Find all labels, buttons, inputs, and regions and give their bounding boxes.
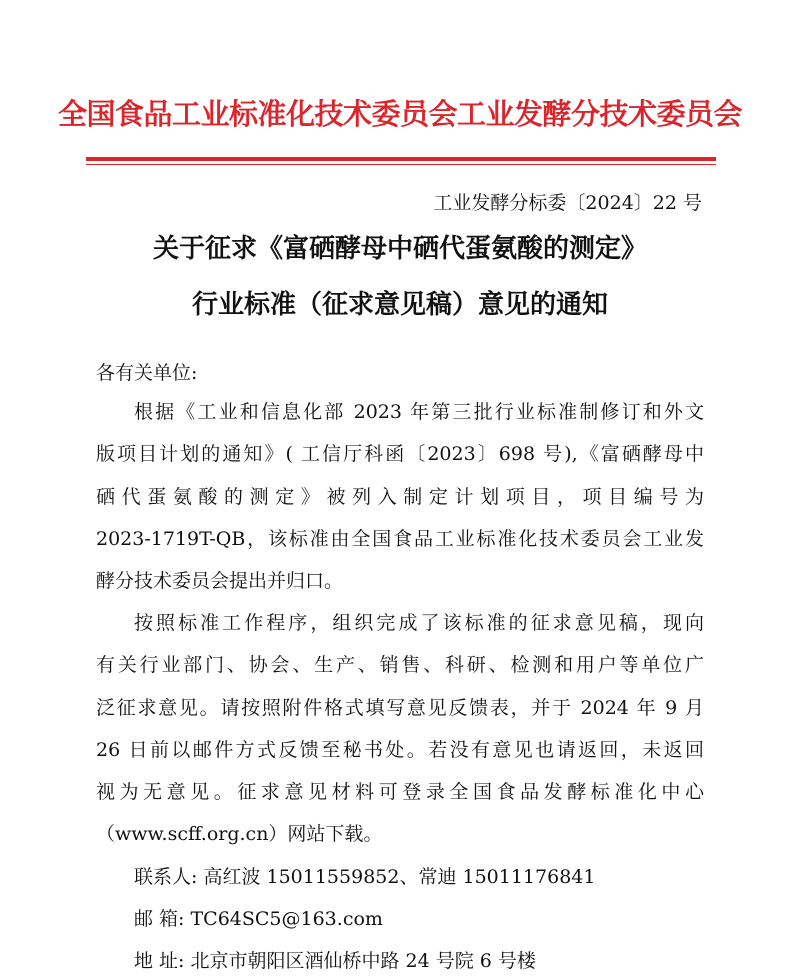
contact-person: 联系人: 高红波 15011559852、常迪 15011176841 (134, 866, 596, 888)
paragraph2-line: （www.scff.org.cn）网站下载。 (96, 823, 383, 845)
paragraph2-line: 26 日前以邮件方式反馈至秘书处。若没有意见也请返回，未返回 (96, 739, 704, 761)
paragraph2-line: 有关行业部门、协会、生产、销售、科研、检测和用户等单位广 (96, 654, 704, 676)
notice-title-line-1: 关于征求《富硒酵母中硒代蛋氨酸的测定》 (152, 234, 647, 264)
contact-email: 邮 箱: TC64SC5@163.com (134, 908, 383, 930)
paragraph2-line: 泛征求意见。请按照附件格式填写意见反馈表，并于 2024 年 9 月 (96, 697, 704, 719)
paragraph1-line: 硒 代 蛋 氨 酸 的 测 定 》 被 列 入 制 定 计 划 项 目 ， 项 目 编 号 为 (96, 486, 704, 508)
notice-title-line-2: 行业标准（征求意见稿）意见的通知 (191, 290, 608, 320)
contact-address: 地 址: 北京市朝阳区酒仙桥中路 24 号院 6 号楼 (134, 950, 536, 972)
paragraph1-line: 酵分技术委员会提出并归口。 (96, 570, 344, 592)
header-rule-thin (86, 164, 716, 165)
paragraph2-line: 按照标准工作程序，组织完成了该标准的征求意见稿，现向 (134, 612, 704, 634)
paragraph1-line: 版项目计划的通知》( 工信厅科函〔2023〕698 号),《富硒酵母中 (96, 443, 704, 465)
salutation: 各有关单位: (96, 362, 198, 384)
document-number: 工业发酵分标委〔2024〕22 号 (433, 192, 702, 214)
org-header-title: 全国食品工业标准化技术委员会工业发酵分技术委员会 (57, 97, 742, 131)
paragraph1-line: 根据《工业和信息化部 2023 年第三批行业标准制修订和外文 (134, 401, 704, 423)
paragraph1-line: 2023-1719T-QB，该标准由全国食品工业标准化技术委员会工业发 (96, 528, 704, 550)
header-rule-thick (86, 157, 716, 161)
paragraph2-line: 视为无意见。征求意见材料可登录全国食品发酵标准化中心 (96, 781, 704, 803)
